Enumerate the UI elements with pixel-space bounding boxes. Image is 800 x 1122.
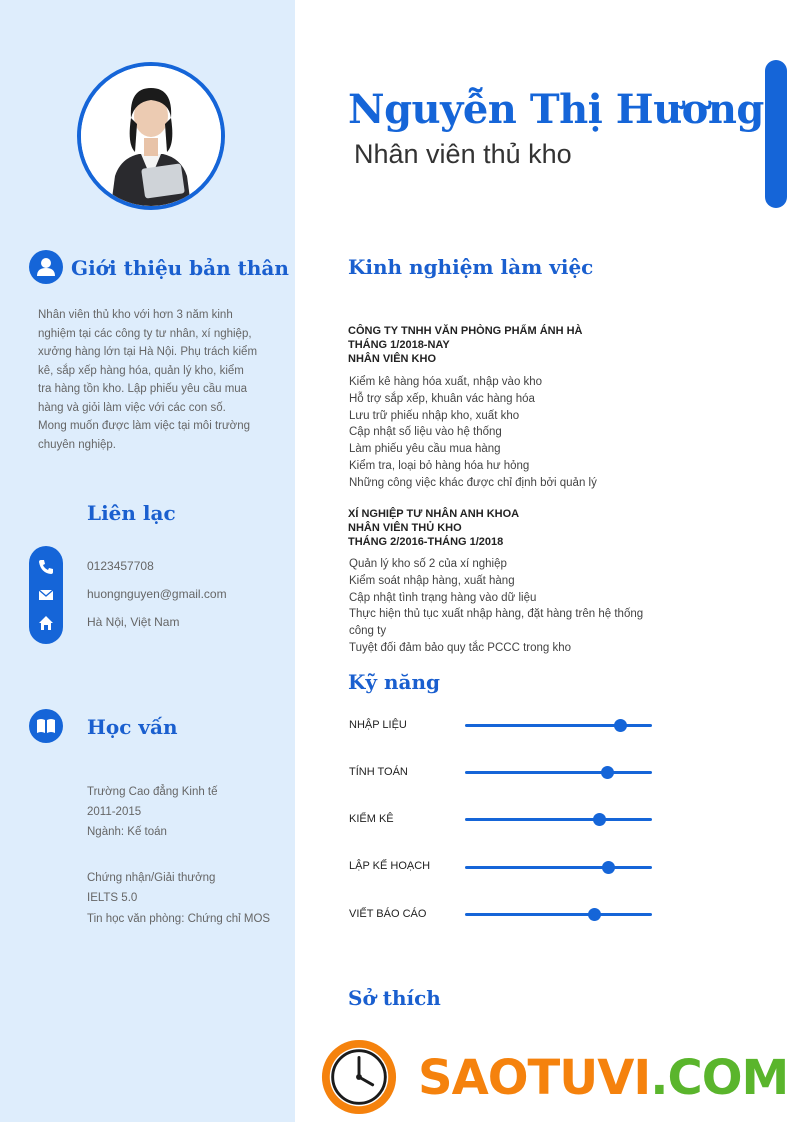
task-item: Thực hiện thủ tục xuất nhập hàng, đặt hàng trên hệ thống (349, 608, 644, 621)
sidebar (0, 0, 295, 1122)
skill-knob (602, 861, 615, 874)
task-item: Kiểm soát nhập hàng, xuất hàng (349, 574, 515, 587)
contact-phone: 0123457708 (87, 559, 154, 573)
company-name: CÔNG TY TNHH VĂN PHÒNG PHẨM ÁNH HÀ (348, 325, 583, 337)
profile-photo (77, 62, 225, 210)
certificate-item: IELTS 5.0 (87, 892, 138, 904)
education-title: Học vấn (87, 715, 178, 739)
skill-label: LẬP KẾ HOẠCH (349, 860, 431, 872)
certificate-item: Tin học văn phòng: Chứng chỉ MOS (87, 913, 271, 925)
about-line: Mong muốn được làm việc tại môi trường (38, 420, 250, 432)
task-item: Làm phiếu yêu cầu mua hàng (349, 443, 501, 456)
about-text (38, 306, 283, 454)
company-name: XÍ NGHIỆP TƯ NHÂN ANH KHOA (348, 508, 520, 520)
skill-label: KIỂM KÊ (349, 813, 394, 825)
task-item: Cập nhật số liệu vào hệ thống (349, 426, 502, 439)
contact-icon-bar (29, 546, 63, 644)
skills-title: Kỹ năng (348, 670, 440, 694)
skill-knob (588, 908, 601, 921)
job-period: THÁNG 1/2018-NAY (348, 339, 450, 351)
about-line: chuyên nghiệp. (38, 438, 117, 451)
contact-title: Liên lạc (87, 501, 176, 525)
book-icon (29, 709, 63, 743)
education-years: 2011-2015 (87, 806, 142, 818)
skill-label: NHẬP LIỆU (349, 719, 407, 731)
job-position: NHÂN VIÊN THỦ KHO (348, 522, 462, 534)
about-title: Giới thiệu bản thân (71, 256, 289, 280)
mail-icon (38, 587, 54, 603)
skill-knob (593, 813, 606, 826)
job-tasks (349, 556, 643, 657)
job-period: THÁNG 2/2016-THÁNG 1/2018 (348, 536, 504, 548)
job-tasks (349, 374, 597, 492)
accent-bar (765, 60, 787, 208)
education-major: Ngành: Kế toán (87, 826, 167, 838)
hobbies-title: Sở thích (348, 986, 441, 1010)
task-item: Lưu trữ phiếu nhập kho, xuất kho (349, 409, 520, 422)
education-school: Trường Cao đẳng Kinh tế (87, 786, 218, 798)
about-line: Nhân viên thủ kho với hơn 3 năm kinh (38, 309, 233, 321)
about-line: hàng và giỏi làm việc với các con số. (38, 401, 226, 414)
about-line: nghiệm tại các công ty tư nhân, xí nghiệp, (38, 327, 252, 340)
watermark-part: .COM (650, 1050, 789, 1106)
skill-bar (465, 818, 652, 821)
experience-title: Kinh nghiệm làm việc (348, 255, 594, 279)
home-icon (38, 615, 54, 631)
job-title: Nhân viên thủ kho (354, 139, 572, 169)
contact-email: huongnguyen@gmail.com (87, 587, 227, 601)
task-item: Cập nhật tình trạng hàng vào dữ liệu (349, 591, 537, 604)
skill-label: TÍNH TOÁN (349, 766, 408, 778)
certificate-title: Chứng nhận/Giải thưởng (87, 872, 216, 884)
phone-icon (38, 559, 54, 575)
job-position: NHÂN VIÊN KHO (348, 353, 437, 365)
skill-label: VIẾT BÁO CÁO (349, 908, 427, 920)
about-line: tra hàng tồn kho. Lập phiếu yêu cầu mua (38, 383, 248, 395)
job-header (348, 324, 582, 366)
about-line: kê, sắp xếp hàng hóa, quản lý kho, kiểm (38, 364, 244, 377)
task-item: Những công việc khác được chỉ định bởi quản lý (349, 476, 597, 489)
skill-knob (601, 766, 614, 779)
about-line: xưởng hàng lớn tại Hà Nội. Phụ trách kiểm (38, 346, 258, 358)
watermark-logo (418, 1050, 788, 1106)
task-item: Tuyệt đối đảm bảo quy tắc PCCC trong kho (349, 641, 572, 654)
skill-bar (465, 724, 652, 727)
skill-bar (465, 913, 652, 916)
task-item: Kiểm kê hàng hóa xuất, nhập vào kho (349, 376, 543, 388)
candidate-name: Nguyễn Thị Hương (348, 86, 764, 133)
job-header (348, 507, 519, 549)
watermark-part: SAOTUVI (418, 1050, 651, 1106)
task-item: Kiểm tra, loại bỏ hàng hóa hư hỏng (349, 459, 530, 472)
contact-address: Hà Nội, Việt Nam (87, 615, 180, 629)
skill-knob (614, 719, 627, 732)
task-item: công ty (349, 625, 387, 638)
skill-bar (465, 771, 652, 774)
user-icon (29, 250, 63, 284)
task-item: Hỗ trợ sắp xếp, khuân vác hàng hóa (349, 392, 535, 405)
person-photo-icon (81, 66, 221, 206)
clock-logo-icon (320, 1038, 398, 1116)
task-item: Quản lý kho số 2 của xí nghiệp (349, 558, 507, 570)
skill-bar (465, 866, 652, 869)
